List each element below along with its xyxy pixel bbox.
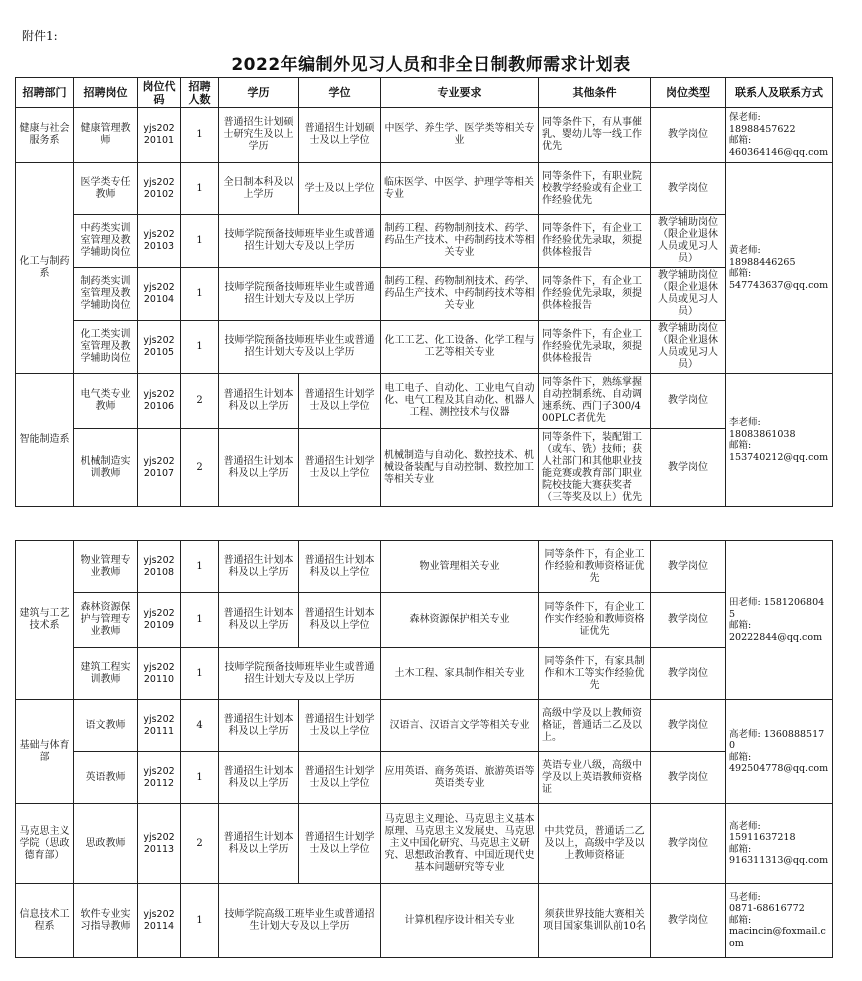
post-cell: 物业管理专业教师 <box>74 541 138 593</box>
contact-cell <box>726 163 833 374</box>
major-cell: 制药工程、药物制剂技术、药学、药品生产技术、中药制药技术等相关专业 <box>381 215 539 268</box>
major-cell: 土木工程、家具制作相关专业 <box>381 648 539 700</box>
other-cell: 同等条件下，有职业院校教学经验或有企业工作经验优先 <box>539 163 651 215</box>
count-cell: 1 <box>181 752 219 804</box>
other-cell: 同等条件下，有家具制作和木工等实作经验优先 <box>539 648 651 700</box>
code-cell: yjs20220106 <box>138 374 181 429</box>
degree-cell: 普通招生计划硕士及以上学位 <box>299 108 381 163</box>
code-cell: yjs20220101 <box>138 108 181 163</box>
dept-cell: 智能制造系 <box>16 374 74 507</box>
header-type: 岗位类型 <box>651 78 726 108</box>
education-cell: 普通招生计划本科及以上学历 <box>219 374 299 429</box>
contact-phone: 13608885170 <box>729 728 825 751</box>
type-cell: 教学岗位 <box>651 429 726 507</box>
code-cell: yjs20220102 <box>138 163 181 215</box>
code-cell: yjs20220114 <box>138 884 181 958</box>
table-row <box>16 215 833 268</box>
contact-name-phone <box>729 729 829 752</box>
contact-email-label: 邮箱: <box>729 440 752 451</box>
other-cell: 须获世界技能大赛相关项目国家集训队前10名 <box>539 884 651 958</box>
dept-cell: 化工与制药系 <box>16 163 74 374</box>
count-cell: 1 <box>181 215 219 268</box>
degree-cell: 普通招生计划学士及以上学位 <box>299 752 381 804</box>
other-cell: 同等条件下，有从事催乳、婴幼儿等一线工作优先 <box>539 108 651 163</box>
education-cell: 普通招生计划硕士研究生及以上学历 <box>219 108 299 163</box>
major-cell: 临床医学、中医学、护理学等相关专业 <box>381 163 539 215</box>
recruitment-table-part2 <box>15 540 833 958</box>
other-cell: 同等条件下，有企业工作经验和教师资格证优先 <box>539 541 651 593</box>
count-cell: 2 <box>181 429 219 507</box>
type-cell: 教学岗位 <box>651 884 726 958</box>
major-cell: 物业管理相关专业 <box>381 541 539 593</box>
count-cell: 1 <box>181 268 219 321</box>
contact-name-phone <box>729 597 829 620</box>
contact-email: 460364146@qq.com <box>729 146 829 158</box>
education-cell: 普通招生计划本科及以上学历 <box>219 541 299 593</box>
code-cell: yjs20220112 <box>138 752 181 804</box>
contact-phone: 15812068045 <box>729 597 825 620</box>
code-cell: yjs20220108 <box>138 541 181 593</box>
count-cell: 1 <box>181 593 219 648</box>
contact-name: 高老师: <box>729 820 761 832</box>
education-cell: 普通招生计划本科及以上学历 <box>219 752 299 804</box>
code-cell: yjs20220107 <box>138 429 181 507</box>
education-degree-cell: 技师学院高级工班毕业生或普通招生计划大专及以上学历 <box>219 884 381 958</box>
attachment-label: 附件1: <box>22 29 58 43</box>
education-cell: 普通招生计划本科及以上学历 <box>219 700 299 752</box>
post-cell: 化工类实训室管理及教学辅助岗位 <box>74 321 138 374</box>
post-cell: 建筑工程实训教师 <box>74 648 138 700</box>
header-count: 招聘人数 <box>181 78 219 108</box>
post-cell: 英语教师 <box>74 752 138 804</box>
other-cell: 同等条件下，有企业工作实作经验和教师资格证优先 <box>539 593 651 648</box>
code-cell: yjs20220104 <box>138 268 181 321</box>
header-dept: 招聘部门 <box>16 78 74 108</box>
table-row <box>16 752 833 804</box>
count-cell: 1 <box>181 163 219 215</box>
dept-cell: 健康与社会服务系 <box>16 108 74 163</box>
contact-phone: 15911637218 <box>729 832 796 843</box>
post-cell: 电气类专业教师 <box>74 374 138 429</box>
table-row <box>16 268 833 321</box>
other-cell: 英语专业八级，高级中学及以上英语教师资格证 <box>539 752 651 804</box>
other-cell: 同等条件下，有企业工作经验优先录取，须提供体检报告 <box>539 268 651 321</box>
contact-email: macincin@foxmail.com <box>729 926 826 949</box>
major-cell: 应用英语、商务英语、旅游英语等英语类专业 <box>381 752 539 804</box>
post-cell: 语文教师 <box>74 700 138 752</box>
contact-email: 20222844@qq.com <box>729 631 823 643</box>
contact-cell <box>726 374 833 507</box>
table-row <box>16 541 833 593</box>
count-cell: 2 <box>181 374 219 429</box>
major-cell: 森林资源保护相关专业 <box>381 593 539 648</box>
table-row <box>16 321 833 374</box>
contact-email: 547743637@qq.com <box>729 279 829 291</box>
contact-cell <box>726 108 833 163</box>
count-cell: 1 <box>181 108 219 163</box>
other-cell: 高级中学及以上教师资格证，普通话二乙及以上。 <box>539 700 651 752</box>
education-degree-cell: 技师学院预备技师班毕业生或普通招生计划大专及以上学历 <box>219 268 381 321</box>
major-cell: 汉语言、汉语言文学等相关专业 <box>381 700 539 752</box>
contact-cell <box>726 804 833 884</box>
post-cell: 森林资源保护与管理专业教师 <box>74 593 138 648</box>
type-cell: 教学岗位 <box>651 108 726 163</box>
dept-cell: 马克思主义学院（思政德育部） <box>16 804 74 884</box>
code-cell: yjs20220109 <box>138 593 181 648</box>
contact-email-label: 邮箱: <box>729 751 752 763</box>
type-cell: 教学辅助岗位（限企业退休人员或见习人员） <box>651 321 726 374</box>
table-row <box>16 804 833 884</box>
contact-phone: 0871-68616772 <box>729 903 805 915</box>
education-degree-cell: 技师学院预备技师班毕业生或普通招生计划大专及以上学历 <box>219 321 381 374</box>
education-degree-cell: 技师学院预备技师班毕业生或普通招生计划大专及以上学历 <box>219 215 381 268</box>
type-cell: 教学岗位 <box>651 752 726 804</box>
code-cell: yjs20220113 <box>138 804 181 884</box>
degree-cell: 普通招生计划本科及以上学位 <box>299 593 381 648</box>
degree-cell: 普通招生计划学士及以上学位 <box>299 804 381 884</box>
post-cell: 思政教师 <box>74 804 138 884</box>
contact-email: 916311313@qq.com <box>729 855 829 866</box>
document-title: 2022年编制外见习人员和非全日制教师需求计划表 <box>231 55 631 75</box>
header-contact: 联系人及联系方式 <box>726 78 833 108</box>
table-row <box>16 374 833 429</box>
post-cell: 制药类实训室管理及教学辅助岗位 <box>74 268 138 321</box>
degree-cell: 普通招生计划学士及以上学位 <box>299 700 381 752</box>
dept-cell: 信息技术工程系 <box>16 884 74 958</box>
code-cell: yjs20220110 <box>138 648 181 700</box>
education-cell: 普通招生计划本科及以上学历 <box>219 804 299 884</box>
header-post: 招聘岗位 <box>74 78 138 108</box>
table-row <box>16 700 833 752</box>
type-cell: 教学辅助岗位（限企业退休人员或见习人员） <box>651 215 726 268</box>
contact-name: 高老师: <box>729 728 761 740</box>
table-row <box>16 593 833 648</box>
type-cell: 教学岗位 <box>651 648 726 700</box>
table-header-row <box>16 78 833 108</box>
major-cell: 机械制造与自动化、数控技术、机械设备装配与自动控制、数控加工等相关专业 <box>381 429 539 507</box>
contact-email-label: 邮箱: <box>729 135 752 146</box>
major-cell: 马克思主义理论、马克思主义基本原理、马克思主义发展史、马克思主义中国化研究、马克思主义研究、思想政治教育、中国近现代史基本问题研究等专业 <box>381 804 539 884</box>
other-cell: 同等条件下，熟练掌握自动控制系统、自动调速系统、西门子300/400PLC者优先 <box>539 374 651 429</box>
contact-cell <box>726 884 833 958</box>
contact-email-label: 邮箱: <box>729 620 752 631</box>
header-degree: 学位 <box>299 78 381 108</box>
recruitment-table-part1 <box>15 77 833 507</box>
count-cell: 1 <box>181 321 219 374</box>
contact-cell <box>726 541 833 700</box>
post-cell: 医学类专任教师 <box>74 163 138 215</box>
post-cell: 健康管理教师 <box>74 108 138 163</box>
contact-email-label: 邮箱: <box>729 268 752 279</box>
contact-email-label: 邮箱: <box>729 843 752 855</box>
major-cell: 化工工艺、化工设备、化学工程与工艺等相关专业 <box>381 321 539 374</box>
dept-cell: 基础与体育部 <box>16 700 74 804</box>
education-cell: 普通招生计划本科及以上学历 <box>219 593 299 648</box>
contact-cell <box>726 700 833 804</box>
contact-email: 492504778@qq.com <box>729 763 829 774</box>
contact-name: 田老师: <box>729 597 761 608</box>
header-major: 专业要求 <box>381 78 539 108</box>
table-row <box>16 884 833 958</box>
education-cell: 普通招生计划本科及以上学历 <box>219 429 299 507</box>
contact-name: 黄老师: <box>729 245 761 256</box>
post-cell: 中药类实训室管理及教学辅助岗位 <box>74 215 138 268</box>
major-cell: 电工电子、自动化、工业电气自动化、电气工程及其自动化、机器人工程、测控技术与仪器 <box>381 374 539 429</box>
major-cell: 计算机程序设计相关专业 <box>381 884 539 958</box>
header-education: 学历 <box>219 78 299 108</box>
table-row <box>16 163 833 215</box>
header-code: 岗位代码 <box>138 78 181 108</box>
major-cell: 制药工程、药物制剂技术、药学、药品生产技术、中药制药技术等相关专业 <box>381 268 539 321</box>
contact-phone: 18988457622 <box>729 123 796 135</box>
degree-cell: 普通招生计划本科及以上学位 <box>299 541 381 593</box>
count-cell: 2 <box>181 804 219 884</box>
post-cell: 软件专业实习指导教师 <box>74 884 138 958</box>
contact-phone: 18083861038 <box>729 428 796 440</box>
count-cell: 1 <box>181 884 219 958</box>
type-cell: 教学岗位 <box>651 700 726 752</box>
table-row <box>16 429 833 507</box>
count-cell: 1 <box>181 648 219 700</box>
code-cell: yjs20220105 <box>138 321 181 374</box>
degree-cell: 学士及以上学位 <box>299 163 381 215</box>
contact-name: 李老师: <box>729 417 761 428</box>
header-other: 其他条件 <box>539 78 651 108</box>
table-row <box>16 108 833 163</box>
other-cell: 同等条件下，有企业工作经验优先录取，须提供体检报告 <box>539 215 651 268</box>
table-row <box>16 648 833 700</box>
dept-cell: 建筑与工艺技术系 <box>16 541 74 700</box>
code-cell: yjs20220103 <box>138 215 181 268</box>
contact-email: 153740212@qq.com <box>729 451 829 463</box>
education-degree-cell: 技师学院预备技师班毕业生或普通招生计划大专及以上学历 <box>219 648 381 700</box>
count-cell: 4 <box>181 700 219 752</box>
type-cell: 教学辅助岗位（限企业退休人员或见习人员） <box>651 268 726 321</box>
type-cell: 教学岗位 <box>651 374 726 429</box>
other-cell: 同等条件下，装配钳工（或车、铣）技师；获人社部门和其他职业技能竞赛或教育部门职业院校技能大赛获奖者（三等奖及以上）优先 <box>539 429 651 507</box>
type-cell: 教学岗位 <box>651 804 726 884</box>
major-cell: 中医学、养生学、医学类等相关专业 <box>381 108 539 163</box>
type-cell: 教学岗位 <box>651 541 726 593</box>
contact-name: 保老师: <box>729 112 761 123</box>
post-cell: 机械制造实训教师 <box>74 429 138 507</box>
degree-cell: 普通招生计划学士及以上学位 <box>299 374 381 429</box>
other-cell: 中共党员，普通话二乙及以上，高级中学及以上教师资格证 <box>539 804 651 884</box>
code-cell: yjs20220111 <box>138 700 181 752</box>
type-cell: 教学岗位 <box>651 593 726 648</box>
type-cell: 教学岗位 <box>651 163 726 215</box>
count-cell: 1 <box>181 541 219 593</box>
education-cell: 全日制本科及以上学历 <box>219 163 299 215</box>
degree-cell: 普通招生计划学士及以上学位 <box>299 429 381 507</box>
contact-name: 马老师: <box>729 891 761 903</box>
contact-email-label: 邮箱: <box>729 914 752 926</box>
other-cell: 同等条件下，有企业工作经验优先录取，须提供体检报告 <box>539 321 651 374</box>
contact-phone: 18988446265 <box>729 256 796 268</box>
